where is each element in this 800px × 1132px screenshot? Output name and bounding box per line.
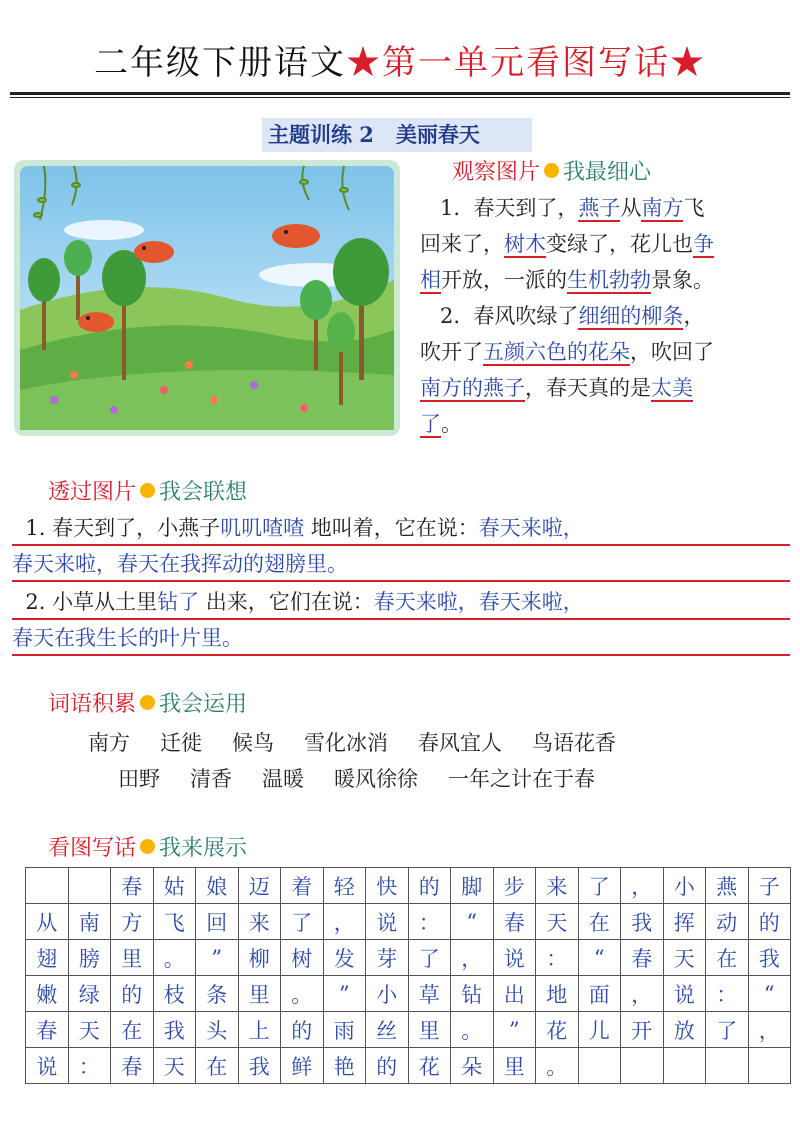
grid-cell: 发 (323, 940, 366, 976)
grid-cell: 在 (196, 1048, 239, 1084)
grid-cell: 头 (196, 1012, 239, 1048)
grid-cell: 子 (748, 868, 791, 904)
writing-heading: 看图写话 我来展示 (48, 836, 248, 861)
grid-cell: 我 (621, 904, 664, 940)
word-item: 南方 (88, 731, 130, 755)
grid-row (26, 1048, 791, 1084)
grid-cell: ： (536, 940, 579, 976)
observe-line: 回来了，树木变绿了，花儿也争 (420, 232, 714, 256)
grid-cell: 嫩 (26, 976, 69, 1012)
grid-cell: 春 (26, 1012, 69, 1048)
dot-icon (140, 483, 155, 498)
grid-cell: “ (451, 904, 494, 940)
grid-cell: 地 (536, 976, 579, 1012)
grid-cell: 我 (238, 1048, 281, 1084)
imagine-line: 春天在我生长的叶片里。 (12, 622, 790, 656)
word-item: 一年之计在于春 (448, 767, 595, 791)
grid-cell: 天 (536, 904, 579, 940)
grid-cell: ， (621, 868, 664, 904)
word-item: 田野 (118, 767, 160, 791)
grid-cell: 着 (281, 868, 324, 904)
grid-cell: 脚 (451, 868, 494, 904)
grid-cell: ： (706, 976, 749, 1012)
grid-cell: ， (748, 1012, 791, 1048)
grid-cell: 来 (536, 868, 579, 904)
title-rule-thin (10, 97, 790, 98)
grid-cell: 我 (748, 940, 791, 976)
grid-cell: 小 (366, 976, 409, 1012)
observe-line: 相开放，一派的生机勃勃景象。 (420, 268, 714, 292)
grid-cell: 里 (238, 976, 281, 1012)
grid-cell: 我 (153, 1012, 196, 1048)
grid-cell: 南 (68, 904, 111, 940)
grid-cell: 说 (663, 976, 706, 1012)
grid-cell: 方 (111, 904, 154, 940)
grid-cell: 娘 (196, 868, 239, 904)
observe-line: 吹开了五颜六色的花朵，吹回了 (420, 340, 714, 364)
grid-cell: 里 (493, 1048, 536, 1084)
grid-cell: 春 (111, 868, 154, 904)
grid-cell: “ (578, 940, 621, 976)
grid-cell: 。 (281, 976, 324, 1012)
grid-cell: 朵 (451, 1048, 494, 1084)
grid-cell: 鲜 (281, 1048, 324, 1084)
word-item: 清香 (190, 767, 232, 791)
grid-cell: 。 (536, 1048, 579, 1084)
grid-cell: 春 (111, 1048, 154, 1084)
grid-row (26, 904, 791, 940)
grid-row (26, 1012, 791, 1048)
grid-cell: 了 (408, 940, 451, 976)
grid-cell: 步 (493, 868, 536, 904)
word-item: 温暖 (262, 767, 304, 791)
imagine-line: 1. 春天到了，小燕子叽叽喳喳 地叫着，它在说：春天来啦， (12, 512, 790, 546)
grid-cell: 开 (621, 1012, 664, 1048)
grid-cell (706, 1048, 749, 1084)
grid-cell: ” (493, 1012, 536, 1048)
grid-cell: 丝 (366, 1012, 409, 1048)
imagine-line: 2. 小草从土里钻了 出来，它们在说：春天来啦，春天来啦， (12, 586, 790, 620)
grid-cell: 的 (408, 868, 451, 904)
grid-cell: ： (68, 1048, 111, 1084)
grid-cell: 说 (493, 940, 536, 976)
grid-cell: 动 (706, 904, 749, 940)
grid-cell: 说 (26, 1048, 69, 1084)
words-heading: 词语积累 我会运用 (48, 692, 248, 717)
grid-cell: ： (408, 904, 451, 940)
grid-cell: 回 (196, 904, 239, 940)
grid-cell: 燕 (706, 868, 749, 904)
grid-cell: 来 (238, 904, 281, 940)
spring-scene-picture (14, 160, 400, 436)
grid-cell: 轻 (323, 868, 366, 904)
grid-cell: 小 (663, 868, 706, 904)
grid-cell: 里 (111, 940, 154, 976)
grid-cell: 飞 (153, 904, 196, 940)
grid-cell: 里 (408, 1012, 451, 1048)
grid-cell: 了 (706, 1012, 749, 1048)
grid-cell: 说 (366, 904, 409, 940)
grid-cell: 花 (536, 1012, 579, 1048)
grid-cell: 天 (663, 940, 706, 976)
grid-cell: 在 (706, 940, 749, 976)
dot-icon (140, 839, 155, 854)
imagine-heading: 透过图片 我会联想 (48, 480, 248, 505)
grid-cell: 儿 (578, 1012, 621, 1048)
grid-cell: 上 (238, 1012, 281, 1048)
grid-cell: 快 (366, 868, 409, 904)
grid-row (26, 976, 791, 1012)
observe-line: 2. 春风吹绿了细细的柳条， (440, 304, 705, 328)
grid-cell: 雨 (323, 1012, 366, 1048)
grid-cell: 树 (281, 940, 324, 976)
grid-cell: 了 (281, 904, 324, 940)
words-row-1 (88, 728, 646, 758)
grid-cell: 芽 (366, 940, 409, 976)
page-title: 二年级下册语文★第一单元看图写话★ (94, 43, 706, 83)
grid-cell: 在 (578, 904, 621, 940)
grid-cell: 的 (366, 1048, 409, 1084)
grid-cell: 出 (493, 976, 536, 1012)
imagine-line: 春天来啦，春天在我挥动的翅膀里。 (12, 548, 790, 582)
grid-cell: 的 (111, 976, 154, 1012)
grid-cell: 钻 (451, 976, 494, 1012)
grid-cell: ， (621, 976, 664, 1012)
grid-cell: 春 (493, 904, 536, 940)
grid-cell (68, 868, 111, 904)
observe-heading: 观察图片 我最细心 (452, 160, 652, 185)
word-item: 迁徙 (160, 731, 202, 755)
grid-cell: 绿 (68, 976, 111, 1012)
dot-icon (140, 695, 155, 710)
title-rule (10, 92, 790, 95)
grid-row (26, 868, 791, 904)
grid-cell (26, 868, 69, 904)
grid-cell: 放 (663, 1012, 706, 1048)
grid-cell: 姑 (153, 868, 196, 904)
grid-cell: 柳 (238, 940, 281, 976)
grid-cell: 艳 (323, 1048, 366, 1084)
word-item: 雪化冰消 (304, 731, 388, 755)
grid-cell: 天 (68, 1012, 111, 1048)
grid-cell (578, 1048, 621, 1084)
observe-line: 南方的燕子，春天真的是太美 (420, 376, 693, 400)
writing-grid (25, 867, 791, 1084)
grid-cell: 花 (408, 1048, 451, 1084)
grid-cell: 草 (408, 976, 451, 1012)
grid-cell (663, 1048, 706, 1084)
observe-line: 1. 春天到了，燕子从南方飞 (440, 196, 705, 220)
grid-cell: 膀 (68, 940, 111, 976)
grid-cell: 在 (111, 1012, 154, 1048)
word-item: 暖风徐徐 (334, 767, 418, 791)
grid-cell: 了 (578, 868, 621, 904)
grid-cell: 天 (153, 1048, 196, 1084)
grid-cell: 翅 (26, 940, 69, 976)
grid-cell: 从 (26, 904, 69, 940)
star-icon: ★ (670, 43, 706, 83)
words-row-2 (118, 764, 625, 794)
grid-cell (748, 1048, 791, 1084)
star-icon: ★ (346, 43, 382, 83)
grid-cell: “ (748, 976, 791, 1012)
word-item: 春风宜人 (418, 731, 502, 755)
grid-cell: 挥 (663, 904, 706, 940)
word-item: 候鸟 (232, 731, 274, 755)
grid-cell: 条 (196, 976, 239, 1012)
grid-cell: 的 (748, 904, 791, 940)
grid-cell (621, 1048, 664, 1084)
grid-cell: ” (323, 976, 366, 1012)
grid-row (26, 940, 791, 976)
observe-line: 了。 (420, 412, 462, 436)
theme-banner: 主题训练 2 美丽春天 (262, 118, 532, 152)
grid-cell: 。 (451, 1012, 494, 1048)
grid-cell: ， (323, 904, 366, 940)
grid-cell: 枝 (153, 976, 196, 1012)
grid-cell: ， (451, 940, 494, 976)
dot-icon (544, 163, 559, 178)
grid-cell: 迈 (238, 868, 281, 904)
grid-cell: ” (196, 940, 239, 976)
grid-cell: 春 (621, 940, 664, 976)
word-item: 鸟语花香 (532, 731, 616, 755)
grid-cell: 。 (153, 940, 196, 976)
grid-cell: 面 (578, 976, 621, 1012)
grid-cell: 的 (281, 1012, 324, 1048)
